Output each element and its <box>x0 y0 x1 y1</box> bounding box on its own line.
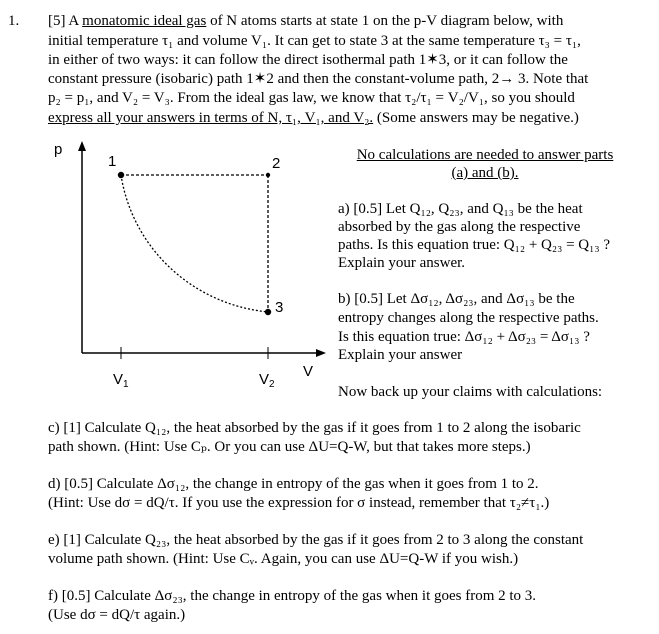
axis-label-v: V <box>303 363 314 380</box>
part-d-line-1: d) [0.5] Calculate Δσ₁₂, the change in entropy of the gas when it goes from 1 to 2. <box>48 476 539 492</box>
y-axis-arrow <box>78 141 86 151</box>
intro-line-3: in either of two ways: it can follow the direct isothermal path 1✶3, or it can follow the <box>48 52 568 68</box>
x-axis-arrow <box>316 349 326 357</box>
intro-line-1-suffix: of N atoms starts at state 1 on the p-V diagram below, with <box>206 13 564 29</box>
intro-line-1-prefix: [5] A <box>48 13 83 29</box>
intro-line-6-suffix: (Some answers may be negative.) <box>373 110 579 126</box>
part-b-line-3: Is this equation true: Δσ₁₂ + Δσ₂₃ = Δσ₁₃ ? <box>338 329 590 345</box>
axis-label-p: p <box>54 141 63 158</box>
part-a-line-4: Explain your answer. <box>338 255 466 271</box>
backup-heading: Now back up your claims with calculations: <box>338 384 603 400</box>
intro-underlined-gas: monatomic ideal gas <box>82 13 207 29</box>
part-a-line-2: absorbed by the gas along the respective <box>338 219 581 235</box>
part-b-line-1: b) [0.5] Let Δσ₁₂, Δσ₂₃, and Δσ₁₃ be the <box>338 291 575 307</box>
intro-line-5: p₂ = p₁, and V₂ = V₃. From the ideal gas law, we know that τ₂/τ₁ = V₂/V₁, so you should <box>48 90 575 106</box>
note-line-2: (a) and (b). <box>451 165 519 181</box>
part-a-line-3: paths. Is this equation true: Q₁₂ + Q₂₃ = Q₁₃ ? <box>338 237 611 253</box>
part-d-line-2: (Hint: Use dσ = dQ/τ. If you use the expression for σ instead, remember that τ₂≠τ₁.) <box>48 495 550 511</box>
part-e-line-2: volume path shown. (Hint: Use Cᵥ. Again, you can use ΔU=Q-W if you wish.) <box>48 551 519 567</box>
state-point-3 <box>265 309 271 315</box>
intro-line-2: initial temperature τ₁ and volume V₁. It can get to state 3 at the same temperature τ₃ = τ₁, <box>48 33 581 49</box>
intro-line-4: constant pressure (isobaric) path 1✶2 and then the constant-volume path, 2→ 3. Note that <box>48 71 589 87</box>
state-label-2: 2 <box>272 155 281 172</box>
part-b-line-4: Explain your answer <box>338 347 463 363</box>
state-point-2 <box>266 173 270 177</box>
part-e-line-1: e) [1] Calculate Q₂₃, the heat absorbed by the gas if it goes from 2 to 3 along the constant <box>48 532 584 548</box>
part-c-line-1: c) [1] Calculate Q₁₂, the heat absorbed by the gas if it goes from 1 to 2 along the isobaric <box>48 420 581 436</box>
tick-label-v2: $V_2$ <box>259 371 275 390</box>
state-label-1: 1 <box>108 153 117 170</box>
tick-label-v1: $V_1$ <box>113 371 129 390</box>
pv-diagram <box>40 134 340 398</box>
part-f-line-2: (Use dσ = dQ/τ again.) <box>48 607 186 623</box>
note-line-1: No calculations are needed to answer parts <box>356 147 614 163</box>
intro-line-1 <box>48 12 563 30</box>
part-a-line-1: a) [0.5] Let Q₁₂, Q₂₃, and Q₁₃ be the heat <box>338 201 583 217</box>
intro-line-6 <box>48 109 579 127</box>
part-c-line-2: path shown. (Hint: Use Cₚ. Or you can use ΔU=Q-W, but that takes more steps.) <box>48 439 531 455</box>
state-point-1 <box>118 172 124 178</box>
part-b-line-2: entropy changes along the respective paths. <box>338 310 599 326</box>
state-label-3: 3 <box>275 299 284 316</box>
intro-underlined-instruction: express all your answers in terms of N, τ₁, V₁, and V₂. <box>48 110 374 126</box>
part-f-line-1: f) [0.5] Calculate Δσ₂₃, the change in entropy of the gas when it goes from 2 to 3. <box>48 588 537 604</box>
problem-number: 1. <box>8 13 20 29</box>
isothermal-path-1-3 <box>121 175 268 312</box>
